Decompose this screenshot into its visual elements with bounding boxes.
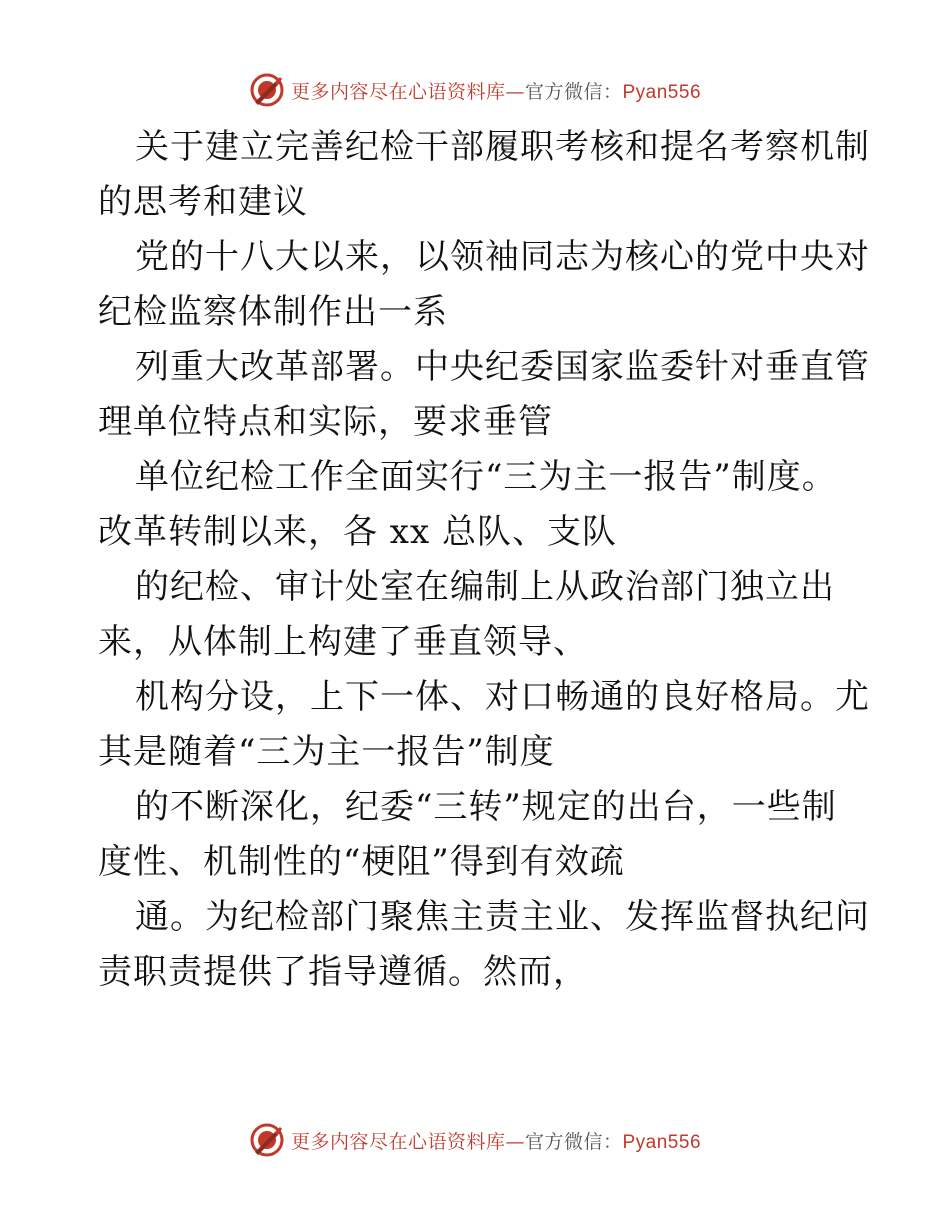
header-banner: [0, 68, 950, 112]
text-line: 纪检监察体制作出一系: [98, 292, 448, 332]
header-dash: —: [505, 80, 525, 103]
quill-seal-icon: [249, 1122, 285, 1158]
document-body: [98, 120, 870, 1000]
text-line: 通。为纪检部门聚焦主责主业、发挥监督执纪问: [135, 897, 870, 937]
text-line: 党的十八大以来，以领袖同志为核心的党中央对: [135, 237, 870, 277]
text-line: 列重大改革部署。中央纪委国家监委针对垂直管: [135, 347, 870, 387]
text-line: 度性、机制性的“梗阻”得到有效疏: [98, 842, 625, 882]
text-line: 其是随着“三为主一报告”制度: [98, 732, 555, 772]
text-line: 关于建立完善纪检干部履职考核和提名考察机制: [135, 127, 870, 167]
text-line: 机构分设，上下一体、对口畅通的良好格局。尤: [135, 677, 870, 717]
text-line: 改革转制以来，各 xx 总队、支队: [98, 512, 617, 552]
footer-dash: —: [505, 1130, 525, 1153]
text-line: 单位纪检工作全面实行“三为主一报告”制度。: [135, 457, 837, 497]
quill-seal-icon: [249, 72, 285, 108]
text-line: 的纪检、审计处室在编制上从政治部门独立出: [135, 567, 835, 607]
footer-wechat-handle: Pyan556: [622, 1131, 702, 1153]
header-brand-text: 更多内容尽在心语资料库: [290, 80, 506, 103]
footer-wechat-label: 官方微信：: [524, 1130, 623, 1153]
footer-banner: [0, 1118, 950, 1162]
text-line: 责职责提供了指导遵循。然而，: [98, 952, 588, 992]
header-wechat-label: 官方微信：: [524, 80, 623, 103]
footer-banner-text: [291, 1127, 701, 1154]
text-line: 理单位特点和实际，要求垂管: [98, 402, 553, 442]
text-line: 来，从体制上构建了垂直领导、: [98, 622, 588, 662]
header-banner-text: [291, 77, 701, 104]
text-line: 的不断深化，纪委“三转”规定的出台，一些制: [135, 787, 837, 827]
text-line: 的思考和建议: [98, 182, 308, 222]
footer-brand-text: 更多内容尽在心语资料库: [290, 1130, 506, 1153]
header-wechat-handle: Pyan556: [622, 81, 702, 103]
